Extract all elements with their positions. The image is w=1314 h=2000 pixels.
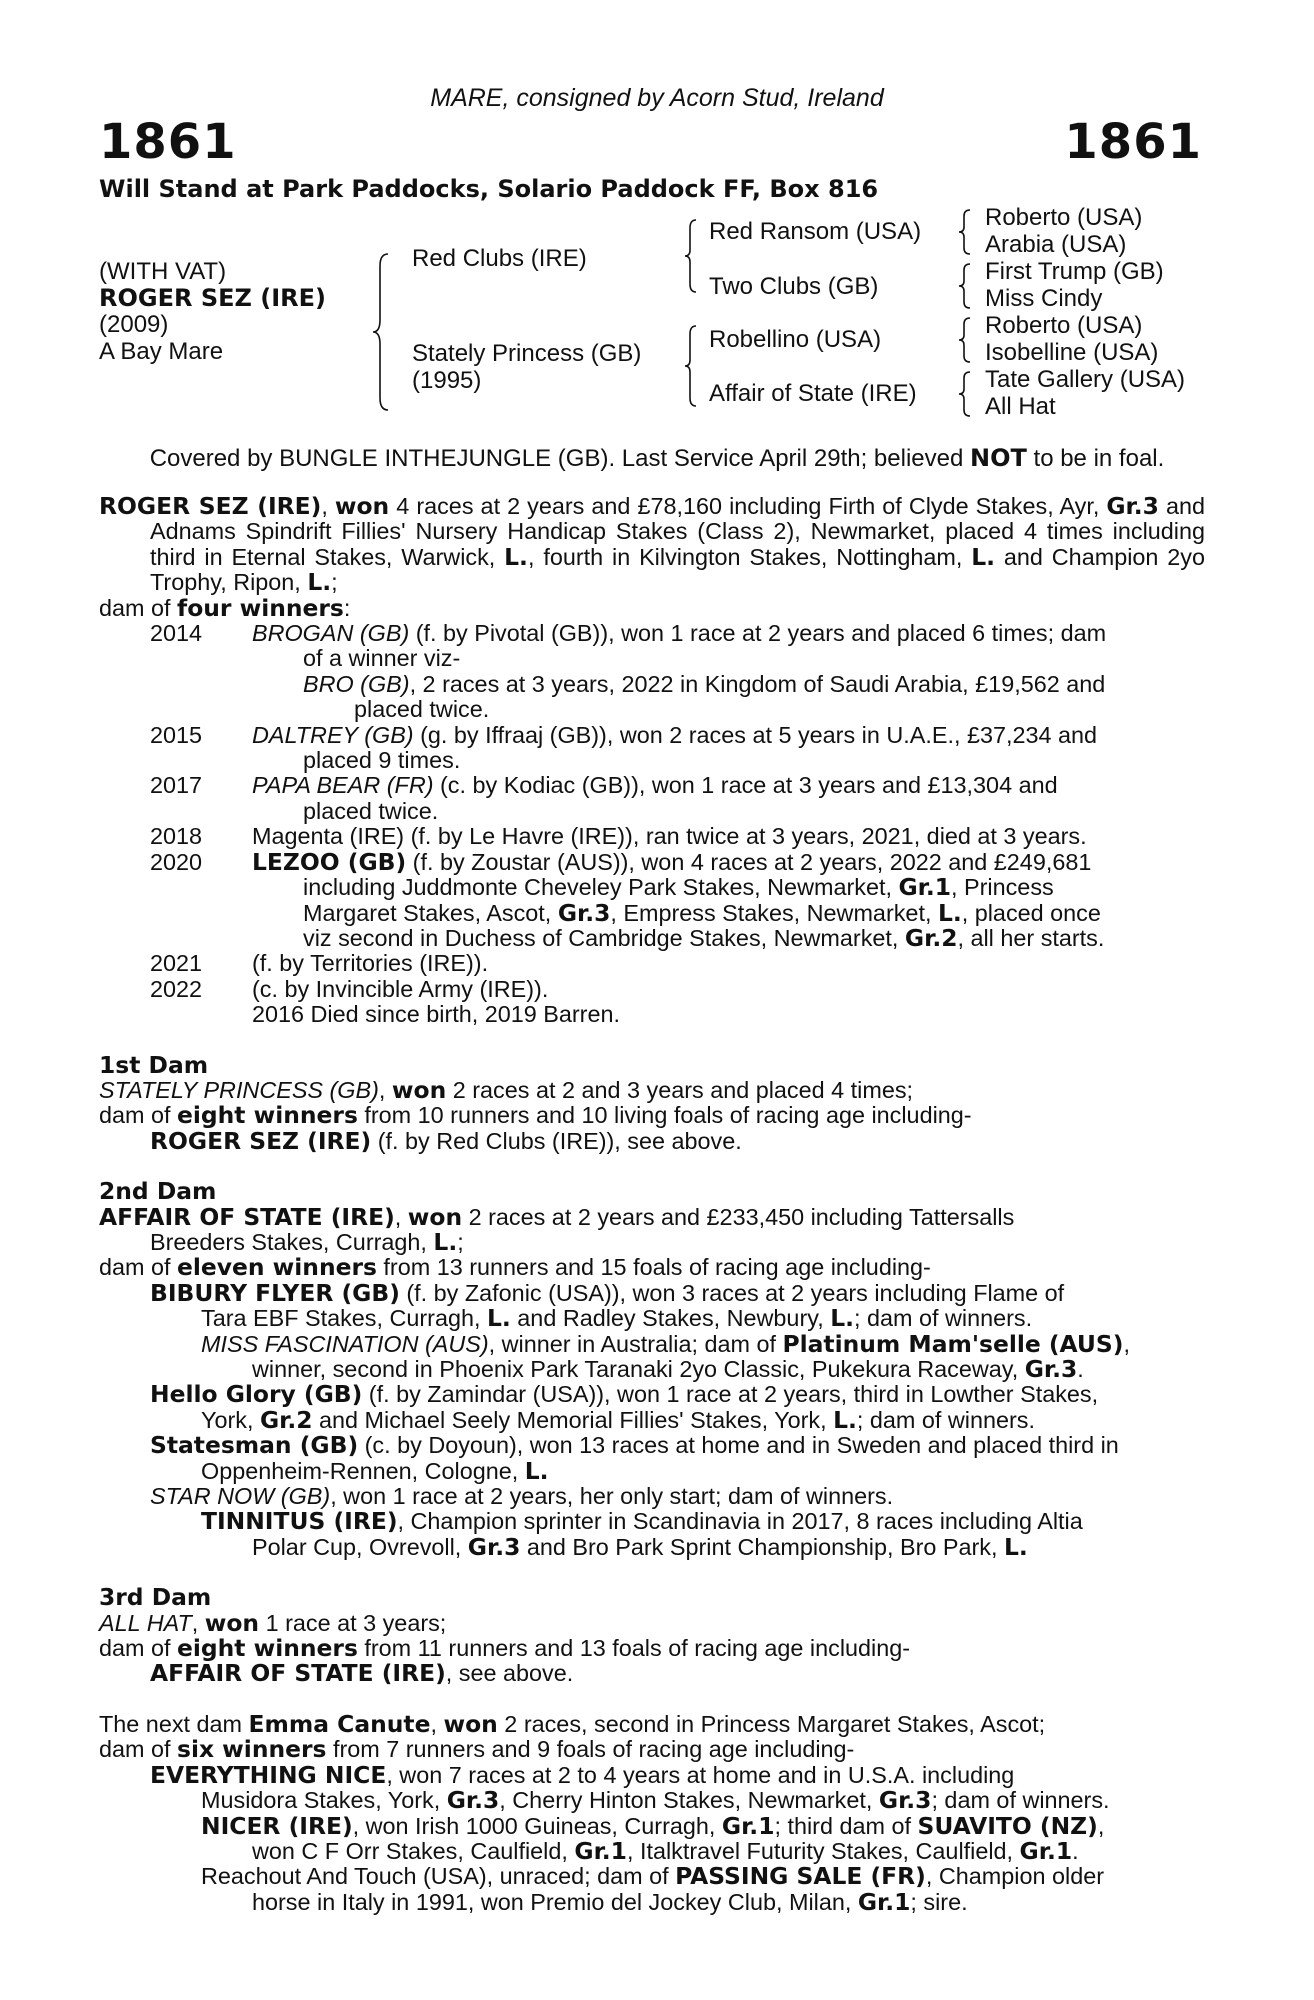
progeny-hello-glory: Hello Glory (GB) (f. by Zamindar (USA)), won 1 race at 2 years, third in Lowther Stakes, bbox=[150, 1380, 1099, 1409]
gen3-6: Isobelline (USA) bbox=[985, 339, 1159, 366]
produce-row: 2014 BROGAN (GB) (f. by Pivotal (GB)), won 1 race at 2 years and placed 6 times; dam of a winner viz- BRO (GB), 2 races at 3 years, 2022 in Kingdom of Saudi Arabia, £19,562 and placed twice. bbox=[150, 620, 1107, 723]
horse-year: (2009) bbox=[99, 311, 169, 338]
consignor-subtitle: MARE, consigned by Acorn Stud, Ireland bbox=[430, 84, 884, 112]
progeny-nicer: NICER (IRE), won Irish 1000 Guineas, Curragh, Gr.1; third dam of SUAVITO (NZ), bbox=[201, 1811, 1105, 1840]
produce-row: 2021 (f. by Territories (IRE)). bbox=[150, 950, 489, 977]
produce-row: 2020 LEZOO (GB) (f. by Zoustar (AUS)), won 4 races at 2 years, 2022 and £249,681 including Juddmonte Cheveley Park Stakes, Newmarket, Gr.1, Princess Margaret Stakes, Ascot, Gr.3, Empress Stakes, Newmarket, L., placed once viz second in Duchess of Cambridge Stakes, Newmarket, Gr.2, all her starts. bbox=[150, 847, 1105, 952]
progeny-bibury-flyer: BIBURY FLYER (GB) (f. by Zafonic (USA)), won 3 races at 2 years including Flame of bbox=[150, 1278, 1065, 1307]
gen3-3: First Trump (GB) bbox=[985, 258, 1164, 285]
pedigree-brace-6 bbox=[958, 316, 972, 364]
produce-row: 2017 PAPA BEAR (FR) (c. by Kodiac (GB)), won 1 race at 3 years and £13,304 and placed twice. bbox=[150, 772, 1058, 824]
dam: Stately Princess (GB) bbox=[412, 340, 642, 367]
dam-sire: Robellino (USA) bbox=[709, 326, 882, 353]
horse-description: A Bay Mare bbox=[99, 338, 224, 365]
dam-of-summary: dam of four winners: bbox=[99, 593, 351, 622]
third-dam-ref: AFFAIR OF STATE (IRE), see above. bbox=[150, 1659, 574, 1688]
progeny-reachout-and-touch: Reachout And Touch (USA), unraced; dam of PASSING SALE (FR), Champion older bbox=[201, 1862, 1105, 1891]
gen3-1: Roberto (USA) bbox=[985, 204, 1143, 231]
third-dam-produce: dam of eight winners from 11 runners and 13 foals of racing age including- bbox=[99, 1634, 911, 1663]
next-dam-produce: dam of six winners from 7 runners and 9 foals of racing age including- bbox=[99, 1735, 855, 1764]
race-record: ROGER SEZ (IRE), won 4 races at 2 years and £78,160 including Firth of Clyde Stakes, Ayr, Gr.3 and Adnams Spindrift Fillies' Nursery Handicap Stakes (Class 2), Newmarket, placed 4 times including third in Eternal Stakes, Warwick, L., fourth in Kilvington Stakes, Nottingham, L. and Champion 2yo Trophy, Ripon, L.; bbox=[99, 492, 1205, 597]
produce-row: 2015 DALTREY (GB) (g. by Iffraaj (GB)), won 2 races at 5 years in U.A.E., £37,234 and placed 9 times. bbox=[150, 721, 1098, 774]
produce-row: 2022 (c. by Invincible Army (IRE)). bbox=[150, 975, 549, 1002]
lot-number-right: 1861 bbox=[1064, 114, 1202, 170]
pedigree-brace-1 bbox=[372, 252, 390, 412]
next-dam-record: The next dam Emma Canute, won 2 races, second in Princess Margaret Stakes, Ascot; bbox=[99, 1709, 1046, 1738]
horse-name: ROGER SEZ (IRE) bbox=[99, 284, 326, 312]
pedigree-brace-3 bbox=[684, 324, 698, 408]
covered-note: Covered by BUNGLE INTHEJUNGLE (GB). Last Service April 29th; believed NOT to be in foal. bbox=[149, 444, 1165, 472]
catalogue-body: ROGER SEZ (IRE), won 4 races at 2 years and £78,160 including Firth of Clyde Stakes, Ayr, Gr.3 and Adnams Spindrift Fillies' Nursery Handicap Stakes (Class 2), Newmarket, placed 4 times including third in Eternal Stakes, Warwick, L., fourth in Kilvington Stakes, Nottingham, L. and Champion 2yo Trophy, Ripon, L.; dam of four winners: 2014 BROGAN (GB) (f. by Pivotal (GB)), won 1 race at 2 years and placed 6 times; dam of a winner viz- BRO (GB), 2 races at 3 years, 2022 in Kingdom of Saudi Arabia, £19,562 and placed twice. 2015 DALTREY (GB) (g. by Iffraaj (GB)), won 2 races at 5 years in U.A.E., £37,234 and placed 9 times. 2017 PAPA BEAR (FR) (c. by Kodiac (GB)), won 1 race at 3 years and £13,304 and placed twice. 2018 Magenta (IRE) (f. by Le Havre (IRE)), ran twice at 3 years, 2021, died at 3 years. 2020 LEZOO (GB) (f. by Zoustar (AUS)), won 4 races at 2 years, 2022 and £249,681 including Juddmonte Cheveley Park Stakes, Newmarket, Gr.1, Princess Margaret Stakes, Ascot, Gr.3, Empress Stakes, Newmarket, L., placed once viz second in Duchess of Cambridge Stakes, Newmarket, Gr.2, all her starts. 2021 (f. by Territories (IRE)). 2022 (c. by Invincible Army (IRE)). 2016 Died since birth, 2019 Barren. 1st Dam STATELY PRINCESS (GB), won 2 races at 2 and 3 years and placed 4 times; dam of eight winners from 10 runners and 10 living foals of racing age including- ROGER SEZ (IRE) (f. by Red Clubs (IRE)), see above. 2nd Dam AFFAIR OF STATE (IRE), won 2 races at 2 years and £233,450 including Tattersalls Breeders Stakes, Curragh, L.; dam of eleven winners from 13 runners and 15 foals of racing age including- BIBURY FLYER (GB) (f. by Zafonic (USA)), won 3 races at 2 years including Flame of Tara EBF Stakes, Curragh, L. and Radley Stakes, Newbury, L.; dam of winners. MISS FASCINATION (AUS), winner in Australia; dam of Platinum Mam'selle (AUS), winner, second in Phoenix Park Taranaki 2yo Classic, Pukekura Raceway, Gr.3. Hello Glory (GB) (f. by Zamindar (USA)), won 1 race at 2 years, third in Lowther Stakes, York, Gr.2 and Michael Seely Memorial Fillies' Stakes, York, L.; dam of winners. Statesman (GB) (c. by Doyoun), won 13 races at home and in Sweden and placed third in Oppenheim-Rennen, Cologne, L. STAR NOW (GB), won 1 race at 2 years, her only start; dam of winners. TINNITUS (IRE), Champion sprinter in Scandinavia in 2017, 8 races including Altia Polar Cup, Ovrevoll, Gr.3 and Bro Park Sprint Championship, Bro Park, L. 3rd Dam ALL HAT, won 1 race at 3 years; dam of eight winners from 11 runners and 13 foals of racing age including- AFFAIR OF STATE (IRE), see above. The next dam Emma Canute, won 2 races, second in Princess Margaret Stakes, Ascot; dam of six winners from 7 runners and 9 foals of racing age including- EVERYTHING NICE, won 7 races at 2 to 4 years at home and in U.S.A. including Musidora Stakes, York, Gr.3, Cherry Hinton Stakes, Newmarket, Gr.3; dam of winners. NICER (IRE), won Irish 1000 Guineas, Curragh, Gr.1; third dam of SUAVITO (NZ), won C F Orr Stakes, Caulfield, Gr.1, Italktravel Futurity Stakes, Caulfield, Gr.1. Reachout And Touch (USA), unraced; dam of PASSING SALE (FR), Champion older horse in Italy in 1991, won Premio del Jockey Club, Milan, Gr.1; sire. bbox=[99, 492, 1205, 1916]
pedigree-brace-7 bbox=[958, 370, 972, 418]
gen3-2: Arabia (USA) bbox=[985, 231, 1127, 258]
dam-year: (1995) bbox=[412, 367, 482, 394]
sire: Red Clubs (IRE) bbox=[412, 245, 587, 272]
dam-dam: Affair of State (IRE) bbox=[709, 380, 917, 407]
gen3-7: Tate Gallery (USA) bbox=[985, 366, 1186, 393]
second-dam-record: AFFAIR OF STATE (IRE), won 2 races at 2 years and £233,450 including Tattersalls bbox=[99, 1202, 1015, 1231]
pedigree-brace-2 bbox=[684, 218, 698, 294]
gen3-5: Roberto (USA) bbox=[985, 312, 1143, 339]
progeny-statesman: Statesman (GB) (c. by Doyoun), won 13 races at home and in Sweden and placed third in bbox=[150, 1431, 1119, 1460]
third-dam-record: ALL HAT, won 1 race at 3 years; bbox=[99, 1608, 447, 1637]
sire-sire: Red Ransom (USA) bbox=[709, 218, 922, 245]
produce-row: 2018 Magenta (IRE) (f. by Le Havre (IRE)), ran twice at 3 years, 2021, died at 3 years. bbox=[150, 823, 1087, 850]
gen3-4: Miss Cindy bbox=[985, 285, 1103, 312]
stand-location: Will Stand at Park Paddocks, Solario Paddock FF, Box 816 bbox=[99, 175, 879, 203]
first-dam-heading: 1st Dam bbox=[99, 1050, 209, 1079]
first-dam-ref: ROGER SEZ (IRE) (f. by Red Clubs (IRE)), see above. bbox=[150, 1126, 742, 1155]
gen3-8: All Hat bbox=[985, 393, 1056, 420]
pedigree-brace-4 bbox=[958, 208, 972, 256]
lot-number-left: 1861 bbox=[99, 114, 237, 170]
second-dam-heading: 2nd Dam bbox=[99, 1177, 217, 1206]
pedigree-brace-5 bbox=[958, 262, 972, 310]
first-dam-produce: dam of eight winners from 10 runners and 10 living foals of racing age including- bbox=[99, 1101, 972, 1130]
third-dam-heading: 3rd Dam bbox=[99, 1583, 212, 1612]
vat-note: (WITH VAT) bbox=[99, 258, 227, 285]
first-dam-record: STATELY PRINCESS (GB), won 2 races at 2 and 3 years and placed 4 times; bbox=[99, 1075, 914, 1104]
sire-dam: Two Clubs (GB) bbox=[709, 273, 879, 300]
progeny-everything-nice: EVERYTHING NICE, won 7 races at 2 to 4 years at home and in U.S.A. including bbox=[150, 1760, 1015, 1789]
second-dam-produce: dam of eleven winners from 13 runners and 15 foals of racing age including- bbox=[99, 1253, 931, 1282]
progeny-star-now: STAR NOW (GB), won 1 race at 2 years, her only start; dam of winners. bbox=[150, 1483, 894, 1510]
produce-notes: 2016 Died since birth, 2019 Barren. bbox=[252, 1001, 620, 1028]
